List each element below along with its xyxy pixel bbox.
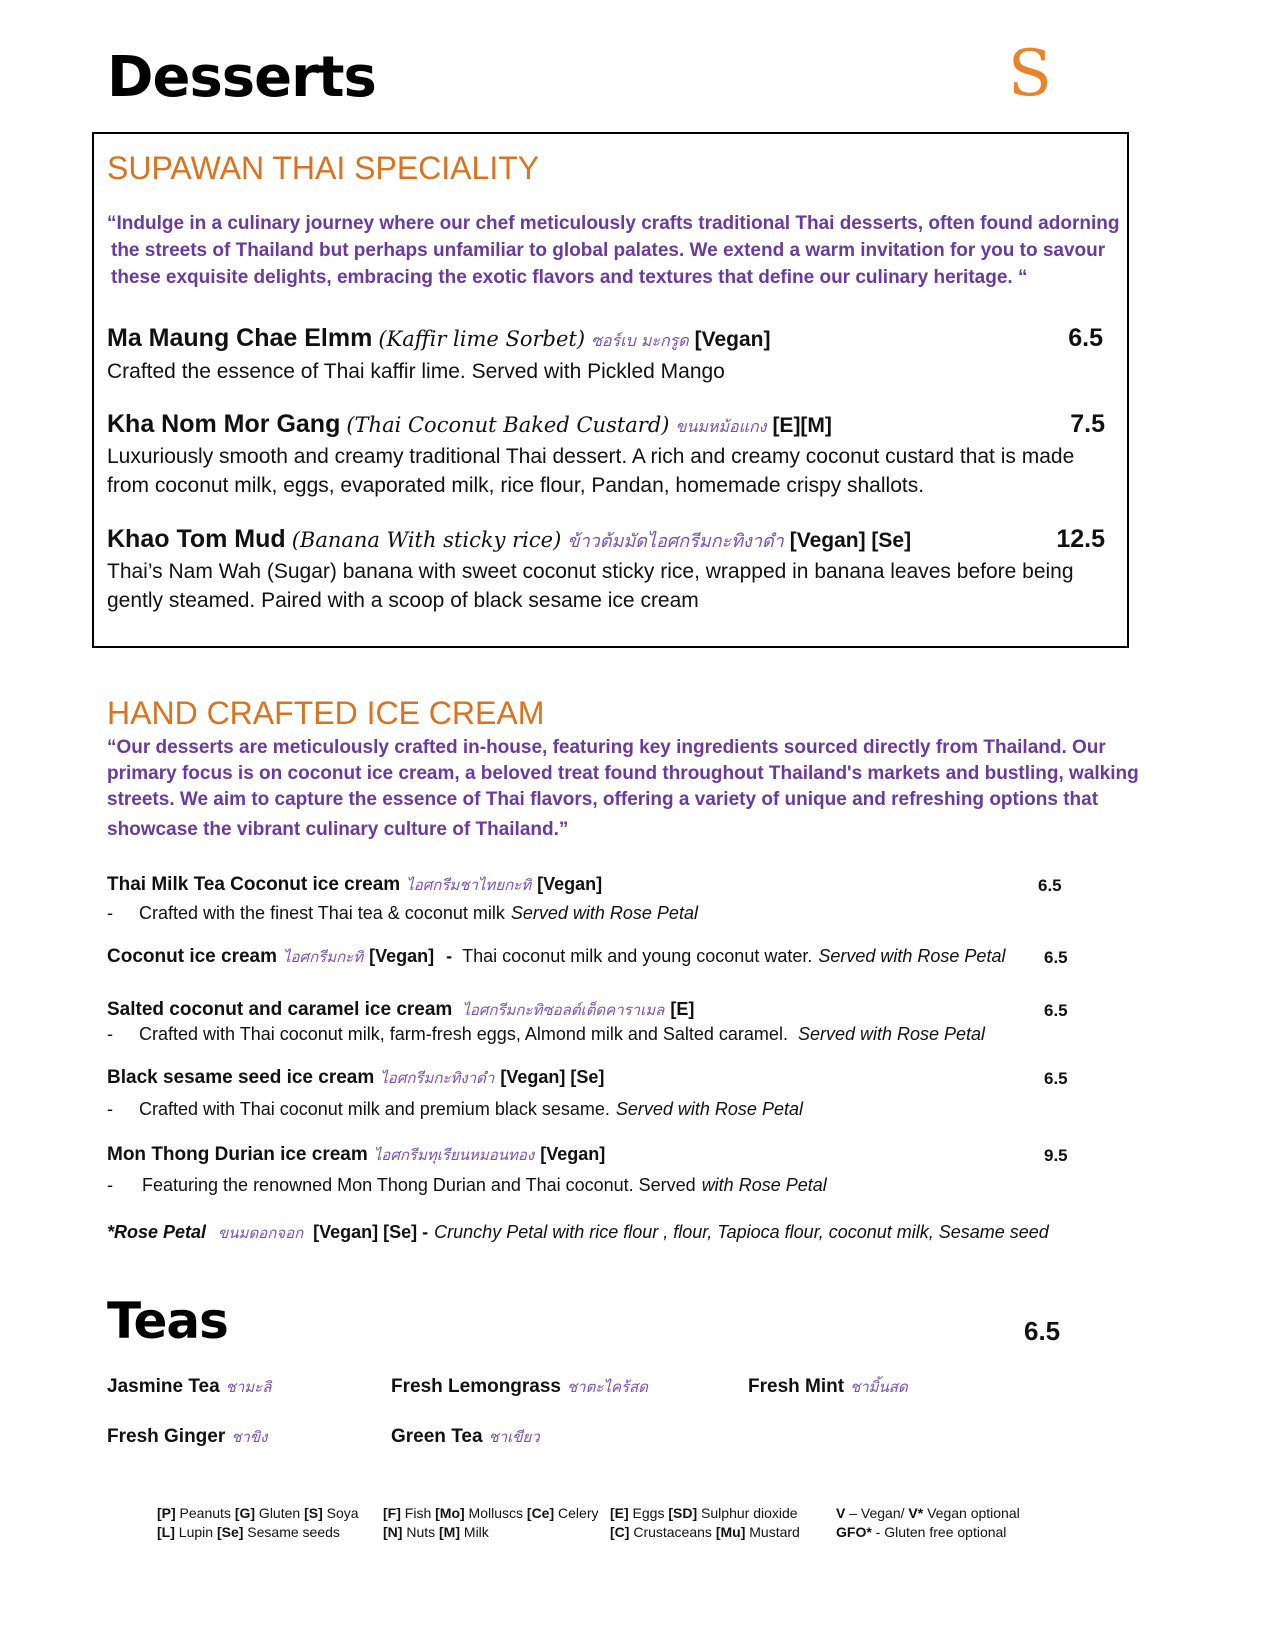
item-price: 6.5 xyxy=(1044,1001,1068,1020)
tea-name: Fresh Lemongrass xyxy=(391,1376,561,1397)
diet-label: - Gluten free optional xyxy=(871,1524,1007,1540)
allergen-label: Nuts xyxy=(402,1524,440,1540)
supawan-logo: S xyxy=(1008,37,1052,111)
allergen-label: Lupin xyxy=(174,1524,217,1540)
allergen-code: [F] xyxy=(383,1505,401,1521)
allergen-label: Celery xyxy=(554,1505,599,1521)
served-with: Served with Rose Petal xyxy=(818,946,1006,966)
item-thai-name: ไอศกรีมชาไทยกะทิ xyxy=(406,876,532,894)
item-name: Kha Nom Mor Gang xyxy=(107,410,341,438)
item-tags: [Vegan] xyxy=(369,946,435,966)
icecream-title: HAND CRAFTED ICE CREAM xyxy=(107,695,545,731)
rose-petal-note xyxy=(107,1221,1049,1245)
item-tags: [Vegan] xyxy=(694,328,771,351)
allergen-label: Sesame seeds xyxy=(243,1524,340,1540)
teas-price: 6.5 xyxy=(1024,1316,1061,1346)
description-line: Thai’s Nam Wah (Sugar) banana with sweet coconut sticky rice, wrapped in banana leaves before being xyxy=(107,560,1074,583)
tea-thai-name: ชามิ้นสด xyxy=(850,1378,908,1396)
intro-line: primary focus is on coconut ice cream, a beloved treat found throughout Thailand's markets and bustling, walking xyxy=(107,763,1139,784)
item-name: Thai Milk Tea Coconut ice cream xyxy=(107,874,401,895)
note-tags: [Vegan] [Se] - xyxy=(313,1222,429,1242)
item-name: Ma Maung Chae Elmm xyxy=(107,324,373,352)
item-price: 9.5 xyxy=(1044,1146,1068,1165)
icecream-item-heading xyxy=(107,998,694,1022)
diet-code: GFO* xyxy=(836,1524,872,1540)
tea-name: Jasmine Tea xyxy=(107,1376,220,1397)
tea-item xyxy=(391,1425,540,1449)
diet-label: – Vegan/ xyxy=(845,1505,909,1521)
item-thai-name: ขนมหม้อแกง xyxy=(675,417,767,436)
item-price: 6.5 xyxy=(1038,876,1062,895)
item-description xyxy=(107,903,698,924)
speciality-item-heading xyxy=(107,410,832,440)
item-thai-name: ไอศกรีมทุเรียนหมอนทอง xyxy=(373,1146,535,1164)
dash-bullet: - xyxy=(107,1099,113,1119)
tea-item xyxy=(107,1375,271,1399)
allergen-label: Soya xyxy=(322,1505,359,1521)
allergen-label: Molluscs xyxy=(464,1505,527,1521)
dash-bullet: - xyxy=(107,1175,113,1195)
allergen-legend-col-3 xyxy=(610,1504,800,1542)
allergen-code: [S] xyxy=(304,1505,323,1521)
allergen-code: [SD] xyxy=(668,1505,698,1521)
description-line: from coconut milk, eggs, evaporated milk, rice flour, Pandan, homemade crispy shallots. xyxy=(107,474,925,497)
dash-bullet: - xyxy=(107,1024,113,1044)
item-english-name: (Kaffir lime Sorbet) xyxy=(378,327,586,351)
allergen-legend-col-4 xyxy=(836,1504,1020,1542)
allergen-label: Sulphur dioxide xyxy=(697,1505,798,1521)
allergen-code: [Se] xyxy=(216,1524,244,1540)
item-english-name: (Thai Coconut Baked Custard) xyxy=(346,413,670,437)
description-line: Crafted the essence of Thai kaffir lime. Served with Pickled Mango xyxy=(107,360,725,383)
item-name: Salted coconut and caramel ice cream xyxy=(107,999,453,1020)
served-with: with Rose Petal xyxy=(701,1175,827,1195)
item-description xyxy=(107,1099,803,1120)
icecream-item-heading xyxy=(107,873,602,897)
icecream-item-heading xyxy=(107,1066,604,1090)
diet-code: V* xyxy=(908,1505,924,1521)
item-tags: [Vegan] xyxy=(540,1144,606,1164)
item-thai-name: ไอศกรีมกะทิ xyxy=(283,948,364,966)
allergen-code: [C] xyxy=(610,1524,630,1540)
item-price: 12.5 xyxy=(1056,525,1105,553)
diet-label: Vegan optional xyxy=(923,1505,1020,1521)
item-thai-name: ไอศกรีมกะทิงาดำ xyxy=(380,1069,495,1087)
description-line: gently steamed. Paired with a scoop of black sesame ice cream xyxy=(107,589,699,612)
item-name: Coconut ice cream xyxy=(107,946,277,967)
item-name: Black sesame seed ice cream xyxy=(107,1067,375,1088)
dash-separator: - xyxy=(446,946,453,966)
item-price: 6.5 xyxy=(1044,1069,1068,1088)
allergen-code: [E] xyxy=(610,1505,629,1521)
allergen-label: Peanuts xyxy=(175,1505,235,1521)
item-thai-name: ซอร์เบ มะกรูด xyxy=(591,331,689,350)
speciality-intro xyxy=(107,210,1119,291)
dash-bullet: - xyxy=(107,903,113,923)
tea-thai-name: ชาขิง xyxy=(231,1428,268,1446)
icecream-item-heading xyxy=(107,945,1005,969)
note-name: *Rose Petal xyxy=(107,1222,207,1242)
item-description xyxy=(107,1024,985,1045)
allergen-label: Milk xyxy=(460,1524,489,1540)
intro-line: streets. We aim to capture the essence of Thai flavors, offering a variety of unique and refreshing options that xyxy=(107,789,1099,810)
item-description xyxy=(107,442,1074,500)
tea-item xyxy=(107,1425,267,1449)
item-thai-name: ไอศกรีมกะทิซอลต์เต็ดคาราเมล xyxy=(462,1001,665,1019)
description-text: Crafted with Thai coconut milk, farm-fresh eggs, Almond milk and Salted caramel. xyxy=(139,1024,788,1044)
allergen-code: [N] xyxy=(383,1524,403,1540)
intro-line: the streets of Thailand but perhaps unfamiliar to global palates. We extend a warm invitation for you to savour xyxy=(111,240,1106,261)
icecream-intro xyxy=(107,735,1139,843)
allergen-label: Gluten xyxy=(255,1505,305,1521)
intro-line: these exquisite delights, embracing the exotic flavors and textures that define our culinary heritage. “ xyxy=(111,267,1028,288)
tea-thai-name: ชาตะไคร้สด xyxy=(567,1378,648,1396)
served-with: Served with Rose Petal xyxy=(797,1024,986,1044)
allergen-code: [Mo] xyxy=(435,1505,465,1521)
allergen-code: [P] xyxy=(157,1505,176,1521)
speciality-title: SUPAWAN THAI SPECIALITY xyxy=(107,150,540,186)
speciality-item-heading xyxy=(107,324,771,354)
item-description xyxy=(107,1175,827,1196)
intro-line: “Indulge in a culinary journey where our chef meticulously crafts traditional Thai desserts, often found adorning xyxy=(107,213,1120,234)
item-price: 6.5 xyxy=(1044,948,1068,967)
item-thai-name: ข้าวต้มมัดไอศกรีมกะทิงาดำ xyxy=(567,531,784,552)
item-price: 6.5 xyxy=(1068,324,1103,352)
description-text: Thai coconut milk and young coconut water. xyxy=(462,946,813,966)
page-title: Desserts xyxy=(107,45,376,110)
description-text: Featuring the renowned Mon Thong Durian and Thai coconut. Served xyxy=(142,1175,696,1195)
intro-line: showcase the vibrant culinary culture of Thailand.” xyxy=(107,819,569,840)
allergen-code: [Ce] xyxy=(526,1505,555,1521)
allergen-code: [Mu] xyxy=(715,1524,746,1540)
item-description xyxy=(107,357,725,386)
speciality-item-heading xyxy=(107,525,911,555)
item-tags: [Vegan] xyxy=(537,874,603,894)
tea-name: Green Tea xyxy=(391,1426,483,1447)
diet-code: V xyxy=(836,1505,846,1521)
intro-line: “Our desserts are meticulously crafted in-house, featuring key ingredients sourced directly from Thailand. Our xyxy=(107,737,1106,758)
tea-thai-name: ชาเขียว xyxy=(488,1428,540,1446)
allergen-label: Crustaceans xyxy=(629,1524,716,1540)
item-english-name: (Banana With sticky rice) xyxy=(291,528,562,552)
item-description xyxy=(107,557,1074,615)
item-tags: [Vegan] [Se] xyxy=(500,1067,605,1087)
served-with: Served with Rose Petal xyxy=(615,1099,803,1119)
description-text: Crafted with the finest Thai tea & coconut milk xyxy=(139,903,505,923)
note-thai-name: ขนมดอกจอก xyxy=(218,1224,304,1242)
tea-item xyxy=(391,1375,648,1399)
item-tags: [E][M] xyxy=(772,414,832,437)
tea-name: Fresh Ginger xyxy=(107,1426,226,1447)
tea-thai-name: ชามะลิ xyxy=(225,1378,272,1396)
allergen-legend-col-2 xyxy=(383,1504,599,1542)
tea-item xyxy=(748,1375,908,1399)
description-text: Crafted with Thai coconut milk and premium black sesame. xyxy=(139,1099,610,1119)
allergen-code: [G] xyxy=(234,1505,256,1521)
item-tags: [Vegan] [Se] xyxy=(789,529,912,552)
item-price: 7.5 xyxy=(1070,410,1105,438)
note-description: Crunchy Petal with rice flour , flour, Tapioca flour, coconut milk, Sesame seed xyxy=(434,1222,1049,1242)
allergen-legend-col-1 xyxy=(157,1504,359,1542)
allergen-code: [M] xyxy=(439,1524,461,1540)
description-line: Luxuriously smooth and creamy traditional Thai dessert. A rich and creamy coconut custard that is made xyxy=(107,445,1075,468)
item-name: Khao Tom Mud xyxy=(107,525,286,553)
allergen-label: Mustard xyxy=(745,1524,800,1540)
teas-title: Teas xyxy=(107,1292,228,1350)
item-tags: [E] xyxy=(670,999,695,1019)
served-with: Served with Rose Petal xyxy=(510,903,698,923)
allergen-code: [L] xyxy=(157,1524,175,1540)
item-name: Mon Thong Durian ice cream xyxy=(107,1144,368,1165)
allergen-label: Fish xyxy=(400,1505,436,1521)
tea-name: Fresh Mint xyxy=(748,1376,845,1397)
icecream-item-heading xyxy=(107,1143,605,1167)
allergen-label: Eggs xyxy=(628,1505,669,1521)
